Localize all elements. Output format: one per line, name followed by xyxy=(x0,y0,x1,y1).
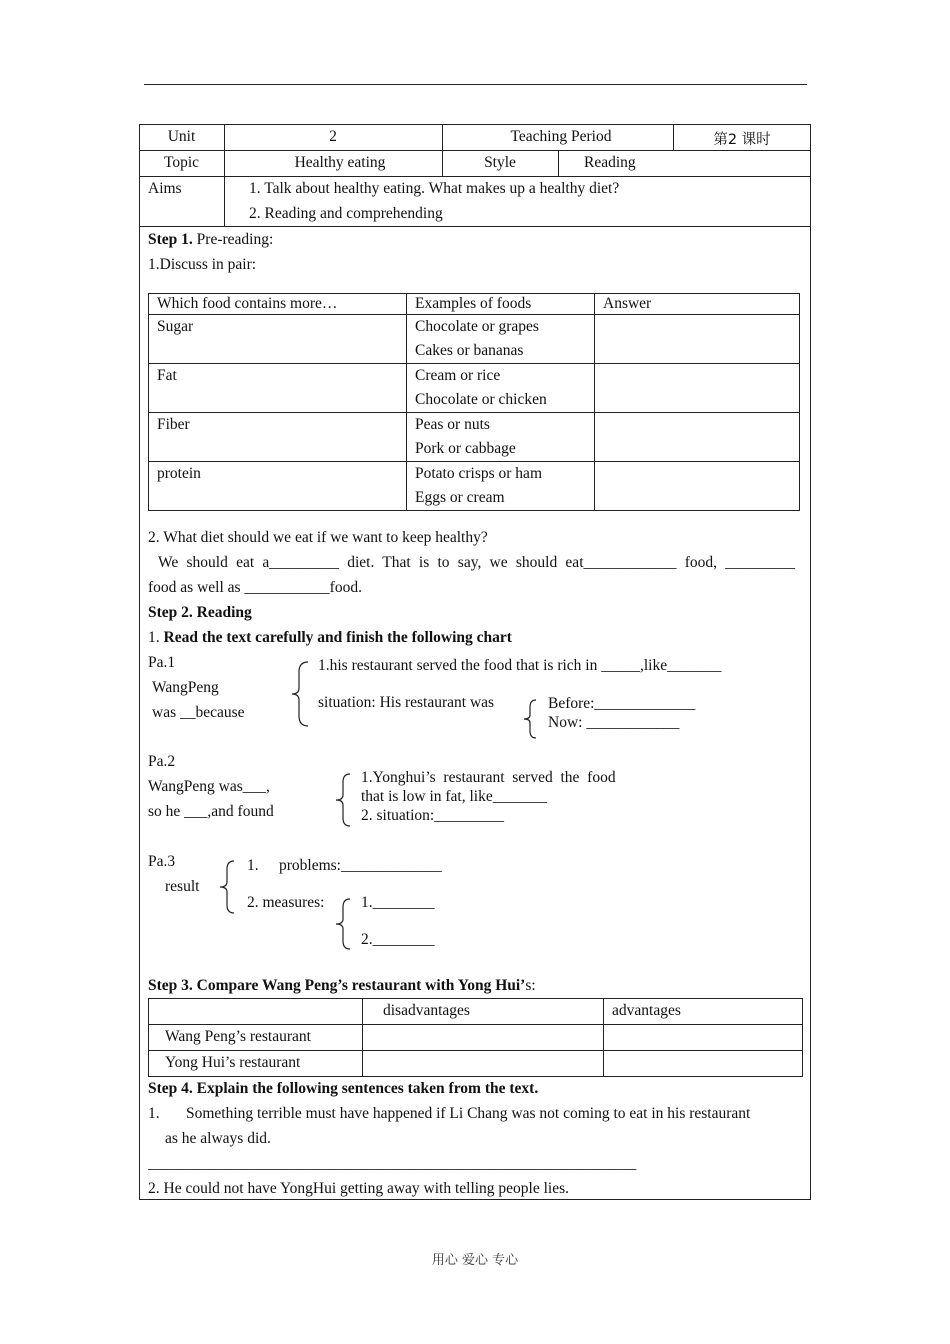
pa3-brace xyxy=(218,860,236,914)
table-row xyxy=(149,1025,803,1051)
style-value: Reading xyxy=(584,154,636,171)
question-2-fill-line-1[interactable]: We should eat a_________ diet. That is to say, we should eat____________ food, _________ xyxy=(158,554,795,571)
step1-heading: Step 1. Pre-reading: xyxy=(148,231,274,248)
disadvantages-cell[interactable] xyxy=(363,1025,604,1051)
table-header-cell: Which food contains more… xyxy=(149,294,407,315)
table-header-cell: disadvantages xyxy=(363,999,604,1025)
pa2-point-1b[interactable]: that is low in fat, like_______ xyxy=(361,788,547,805)
header-row-divider-2 xyxy=(139,176,811,177)
topic-label: Topic xyxy=(163,154,200,171)
examples-cell: Potato crisps or ham Eggs or cream xyxy=(407,462,595,511)
nutrient-cell: Sugar xyxy=(149,315,407,364)
pa3-measures-brace xyxy=(334,898,352,950)
question-2: 2. What diet should we eat if we want to keep healthy? xyxy=(148,529,488,546)
restaurant-name-cell: Yong Hui’s restaurant xyxy=(149,1051,363,1077)
header-col-divider-4 xyxy=(558,150,559,176)
pa1-label: Pa.1 xyxy=(148,654,176,671)
table-row xyxy=(149,1051,803,1077)
header-row-divider-3 xyxy=(139,226,811,227)
teaching-period-value: 第2 课时 xyxy=(713,132,771,148)
pa1-left-brace xyxy=(290,660,310,728)
pa2-point-1a: 1.Yonghui’s restaurant served the food xyxy=(361,769,616,786)
examples-cell: Cream or rice Chocolate or chicken xyxy=(407,364,595,413)
aim-item-2: 2. Reading and comprehending xyxy=(249,205,443,222)
pa3-measure-1[interactable]: 1.________ xyxy=(361,894,435,911)
pa3-problems-number: 1. xyxy=(247,857,259,874)
table-header-row xyxy=(149,294,800,315)
answer-cell[interactable] xyxy=(595,315,800,364)
pa1-point-2: situation: His restaurant was xyxy=(318,694,495,711)
style-label: Style xyxy=(484,154,516,171)
pa1-situation-brace xyxy=(522,699,538,739)
nutrient-cell: Fiber xyxy=(149,413,407,462)
table-row xyxy=(149,462,800,511)
table-header-cell: Answer xyxy=(595,294,800,315)
table-row xyxy=(149,364,800,413)
step3-heading: Step 3. Compare Wang Peng’s restaurant with Yong Hui’s: xyxy=(148,977,536,994)
aims-label: Aims xyxy=(148,180,182,197)
pa3-result-label: result xyxy=(165,878,200,895)
question-2-fill-line-2[interactable]: food as well as ___________food. xyxy=(148,579,362,596)
pa2-point-2[interactable]: 2. situation:_________ xyxy=(361,807,504,824)
pa3-label: Pa.3 xyxy=(148,853,176,870)
step4-sentence-1-continued: as he always did. xyxy=(165,1130,271,1147)
restaurant-name-cell: Wang Peng’s restaurant xyxy=(149,1025,363,1051)
pa3-problems[interactable]: problems:_____________ xyxy=(279,857,442,874)
header-row-divider-1 xyxy=(139,150,811,151)
pa1-now[interactable]: Now: ____________ xyxy=(548,714,680,731)
step4-sentence-1: Something terrible must have happened if Li Chang was not coming to eat in his restaurant xyxy=(186,1105,751,1122)
examples-cell: Chocolate or grapes Cakes or bananas xyxy=(407,315,595,364)
aim-item-1: 1. Talk about healthy eating. What makes up a healthy diet? xyxy=(249,180,620,197)
table-header-row xyxy=(149,999,803,1025)
pa2-label: Pa.2 xyxy=(148,753,176,770)
table-header-cell: Examples of foods xyxy=(407,294,595,315)
step1-subheading: 1.Discuss in pair: xyxy=(148,256,257,273)
topic-value: Healthy eating xyxy=(294,154,386,171)
step2-instruction: 1. Read the text carefully and finish the following chart xyxy=(148,629,512,646)
pa1-point-1[interactable]: 1.his restaurant served the food that is rich in _____,like_______ xyxy=(318,657,722,674)
nutrient-cell: protein xyxy=(149,462,407,511)
table-row xyxy=(149,413,800,462)
pa3-measure-2[interactable]: 2.________ xyxy=(361,931,435,948)
table-header-cell xyxy=(149,999,363,1025)
table-header-cell: advantages xyxy=(604,999,803,1025)
restaurant-compare-table xyxy=(148,998,803,1077)
disadvantages-cell[interactable] xyxy=(363,1051,604,1077)
pa2-brace xyxy=(334,773,352,827)
teaching-period-label: Teaching Period xyxy=(510,128,612,145)
answer-cell[interactable] xyxy=(595,462,800,511)
pa1-left-line-1: WangPeng xyxy=(152,679,219,696)
pa3-measures-label: 2. measures: xyxy=(247,894,325,911)
unit-label: Unit xyxy=(167,128,196,145)
pa2-left-line-2[interactable]: so he ___,and found xyxy=(148,803,274,820)
step4-answer-line[interactable]: _______________________________________________________________ xyxy=(148,1155,637,1172)
step2-heading: Step 2. Reading xyxy=(148,604,252,621)
step4-heading: Step 4. Explain the following sentences taken from the text. xyxy=(148,1080,539,1097)
pa2-left-line-1[interactable]: WangPeng was___, xyxy=(148,778,270,795)
answer-cell[interactable] xyxy=(595,413,800,462)
table-row xyxy=(149,315,800,364)
nutrient-cell: Fat xyxy=(149,364,407,413)
examples-cell: Peas or nuts Pork or cabbage xyxy=(407,413,595,462)
advantages-cell[interactable] xyxy=(604,1051,803,1077)
step4-sentence-1-number: 1. xyxy=(148,1105,160,1122)
top-rule xyxy=(144,84,807,85)
answer-cell[interactable] xyxy=(595,364,800,413)
pa1-left-line-2[interactable]: was __because xyxy=(152,704,245,721)
pa1-before[interactable]: Before:_____________ xyxy=(548,695,696,712)
step4-sentence-2: 2. He could not have YongHui getting away with telling people lies. xyxy=(148,1180,570,1197)
food-discussion-table xyxy=(148,293,800,511)
advantages-cell[interactable] xyxy=(604,1025,803,1051)
page-footer: 用心 爱心 专心 xyxy=(431,1253,519,1268)
unit-value: 2 xyxy=(329,128,337,145)
